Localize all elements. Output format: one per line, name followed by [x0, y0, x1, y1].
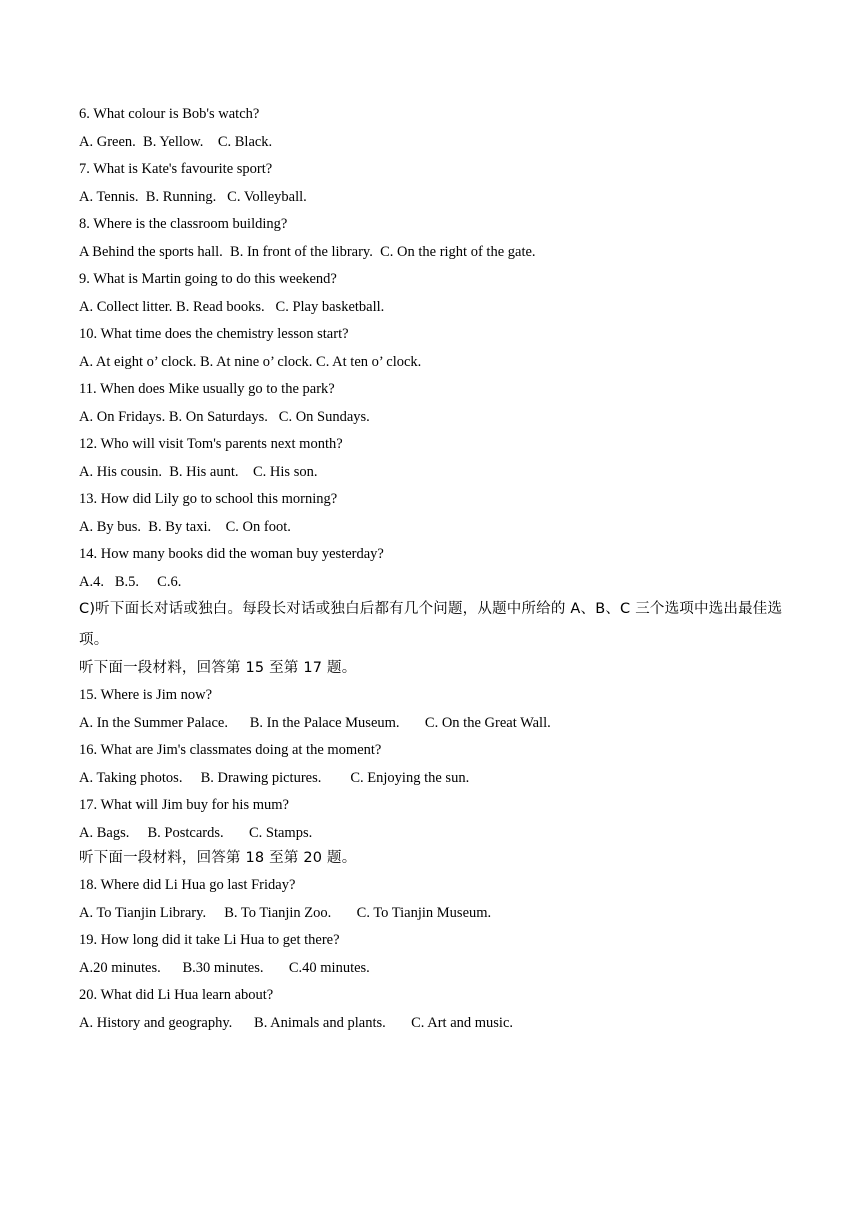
question-17: 17. What will Jim buy for his mum? [79, 797, 289, 813]
options-18: A. To Tianjin Library. B. To Tianjin Zoo. C. To Tianjin Museum. [79, 904, 492, 921]
options-16: A. Taking photos. B. Drawing pictures. C. Enjoying the sun. [79, 769, 470, 786]
question-8: 8. Where is the classroom building? [79, 216, 288, 232]
question-18: 18. Where did Li Hua go last Friday? [79, 877, 296, 893]
question-10: 10. What time does the chemistry lesson start? [79, 326, 349, 342]
options-8: A Behind the sports hall. B. In front of the library. C. On the right of the gate. [79, 243, 536, 260]
options-15: A. In the Summer Palace. B. In the Palace Museum. C. On the Great Wall. [79, 714, 551, 731]
options-12: A. His cousin. B. His aunt. C. His son. [79, 463, 318, 480]
options-20: A. History and geography. B. Animals and plants. C. Art and music. [79, 1014, 514, 1031]
question-7: 7. What is Kate's favourite sport? [79, 161, 273, 177]
options-17: A. Bags. B. Postcards. C. Stamps. [79, 824, 313, 841]
options-11: A. On Fridays. B. On Saturdays. C. On Sundays. [79, 408, 370, 425]
material-intro-15-17: 听下面一段材料，回答第 15 至第 17 题。 [79, 659, 357, 676]
question-20: 20. What did Li Hua learn about? [79, 987, 274, 1003]
question-16: 16. What are Jim's classmates doing at the moment? [79, 742, 382, 758]
listening-questions [79, 104, 789, 1040]
question-6: 6. What colour is Bob's watch? [79, 106, 260, 122]
options-14: A.4. B.5. C.6. [79, 573, 182, 590]
question-12: 12. Who will visit Tom's parents next month? [79, 436, 343, 452]
question-15: 15. Where is Jim now? [79, 687, 213, 703]
question-19: 19. How long did it take Li Hua to get there? [79, 932, 340, 948]
material-intro-18-20: 听下面一段材料，回答第 18 至第 20 题。 [79, 849, 357, 866]
options-13: A. By bus. B. By taxi. C. On foot. [79, 518, 291, 535]
options-7: A. Tennis. B. Running. C. Volleyball. [79, 188, 307, 205]
options-10: A. At eight o’ clock. B. At nine o’ clock. C. At ten o’ clock. [79, 353, 422, 370]
question-9: 9. What is Martin going to do this weekend? [79, 271, 337, 287]
question-13: 13. How did Lily go to school this morning? [79, 491, 338, 507]
section-c-instructions: C)听下面长对话或独白。每段长对话或独白后都有几个问题，从题中所给的 A、B、C 三个选项中选出最佳选项。 [79, 600, 783, 648]
options-19: A.20 minutes. B.30 minutes. C.40 minutes. [79, 959, 370, 976]
options-9: A. Collect litter. B. Read books. C. Play basketball. [79, 298, 385, 315]
question-14: 14. How many books did the woman buy yesterday? [79, 546, 384, 562]
options-6: A. Green. B. Yellow. C. Black. [79, 133, 273, 150]
question-11: 11. When does Mike usually go to the park? [79, 381, 335, 397]
